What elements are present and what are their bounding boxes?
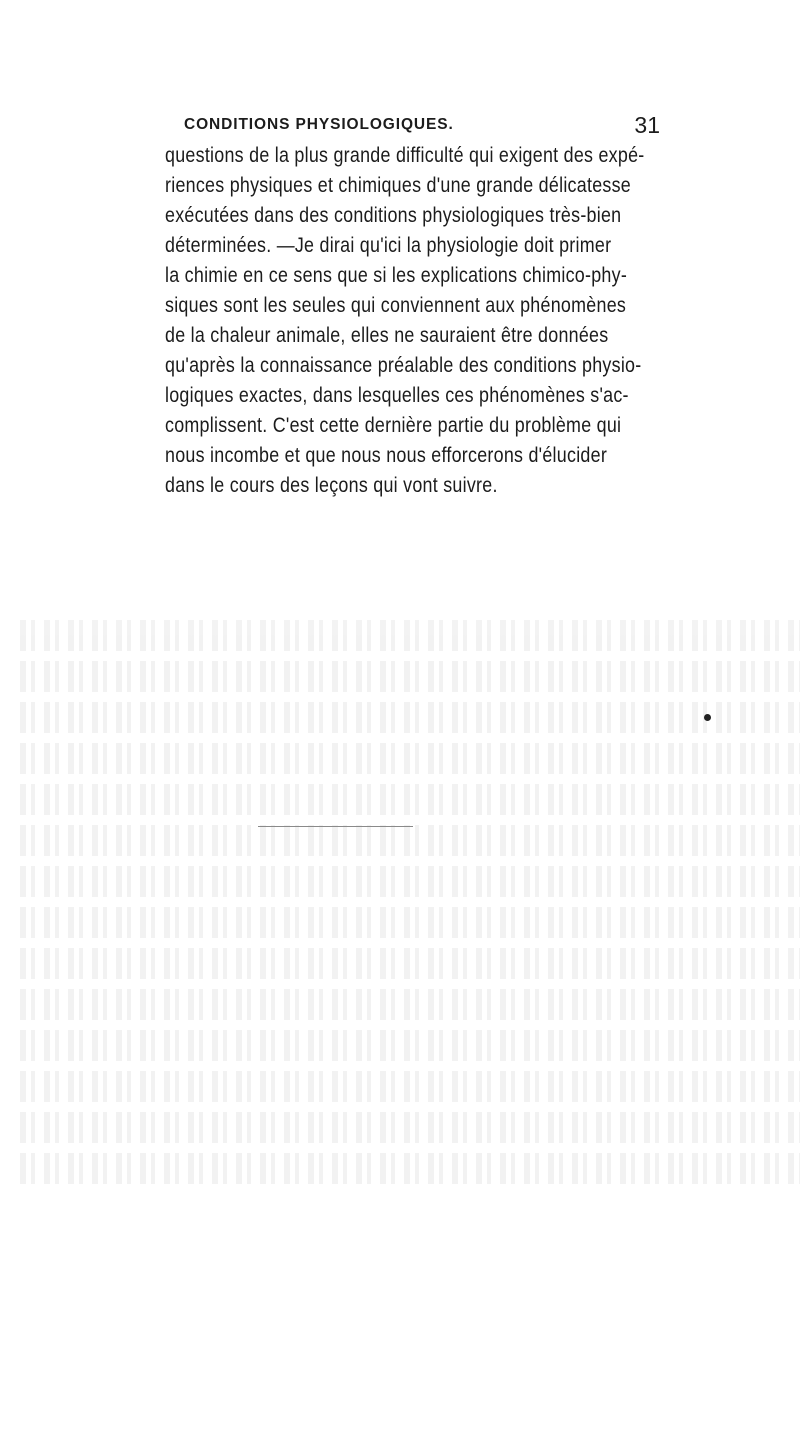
text-line: déterminées. —Je dirai qu'ici la physiologie doit primer xyxy=(165,234,612,257)
text-line: complissent. C'est cette dernière partie du problème qui xyxy=(165,414,622,437)
text-line: logiques exactes, dans lesquelles ces phénomènes s'ac- xyxy=(165,384,629,407)
text-line: la chimie en ce sens que si les explications chimico-phy- xyxy=(165,264,628,287)
body-paragraph xyxy=(165,141,665,501)
text-line: qu'après la connaissance préalable des conditions physio- xyxy=(165,354,642,377)
text-line: dans le cours des leçons qui vont suivre. xyxy=(165,474,498,497)
text-line: questions de la plus grande difficulté qui exigent des expé- xyxy=(165,144,645,167)
text-line: nous incombe et que nous nous efforcerons d'élucider xyxy=(165,444,608,467)
text-line: riences physiques et chimiques d'une grande délicatesse xyxy=(165,174,632,197)
show-through-texture xyxy=(20,620,800,1240)
section-rule xyxy=(258,826,413,827)
text-line: siques sont les seules qui conviennent aux phénomènes xyxy=(165,294,627,317)
text-line: exécutées dans des conditions physiologiques très-bien xyxy=(165,204,622,227)
ink-speck xyxy=(704,714,711,721)
running-head: CONDITIONS PHYSIOLOGIQUES. xyxy=(184,116,454,133)
page-number: 31 xyxy=(634,112,660,138)
page-header xyxy=(160,112,660,138)
text-line: de la chaleur animale, elles ne sauraient être données xyxy=(165,324,609,347)
